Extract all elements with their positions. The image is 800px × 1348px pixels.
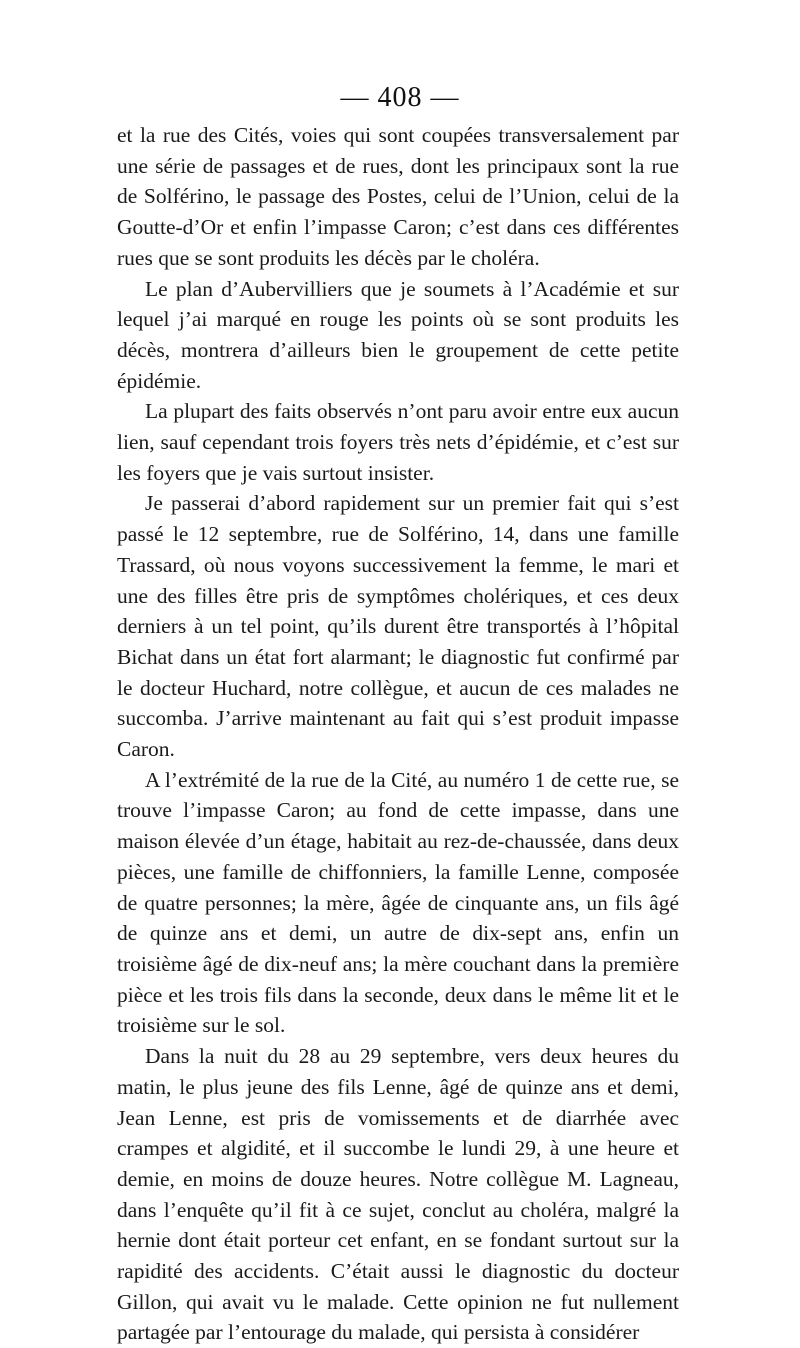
paragraph-2: Le plan d’Aubervilliers que je soumets à l’Académie et sur lequel j’ai marqué en rouge les points où se sont produits les décès, montrera d’ailleurs bien le groupement de cette petite épidémie.: [117, 276, 679, 393]
paragraph-5: A l’extrémité de la rue de la Cité, au numéro 1 de cette rue, se trouve l’impasse Caron; au fond de cette impasse, dans une maison élevée d’un étage, habitait au rez-de-chaussée, dans deux pièces, une famille de chiffonniers, la famille Lenne, composée de quatre personnes; la mère, âgée de cinquante ans, un fils âgé de quinze ans et demi, un autre de dix-sept ans, enfin un troisième âgé de dix-neuf ans; la mère couchant dans la première pièce et les trois fils dans la seconde, deux dans le même lit et le troisième sur le sol.: [117, 767, 679, 1038]
page-number: — 408 —: [340, 82, 460, 113]
paragraph-3: La plupart des faits observés n’ont paru avoir entre eux aucun lien, sauf cependant trois foyers très nets d’épidémie, et c’est sur les foyers que je vais surtout insister.: [117, 399, 679, 485]
paragraph-6: Dans la nuit du 28 au 29 septembre, vers deux heures du matin, le plus jeune des fils Lenne, âgé de quinze ans et demi, Jean Lenne, est pris de vomissements et de diarrhée avec crampes et algidité, et il succombe le lundi 29, à une heure et demie, en moins de douze heures. Notre collègue M. Lagneau, dans l’enquête qu’il fit à ce sujet, conclut au choléra, malgré la hernie dont était porteur cet enfant, en se fondant surtout sur la rapidité des accidents. C’était aussi le diagnostic du docteur Gillon, qui avait vu le malade. Cette opinion ne fut nullement partagée par l’entourage du malade, qui persista à considérer: [117, 1044, 679, 1345]
paragraph-4: Je passerai d’abord rapidement sur un premier fait qui s’est passé le 12 septembre, rue de Solférino, 14, dans une famille Trassard, où nous voyons successivement la femme, le mari et une des filles être pris de symptômes cholériques, et ces deux derniers à un tel point, qu’ils durent être transportés à l’hôpital Bichat dans un état fort alarmant; le diagnostic fut confirmé par le docteur Huchard, notre collègue, et aucun de ces malades ne succomba. J’arrive maintenant au fait qui s’est produit impasse Caron.: [117, 491, 679, 762]
paragraph-1: et la rue des Cités, voies qui sont coupées transversalement par une série de passages et de rues, dont les principaux sont la rue de Solférino, le passage des Postes, celui de l’Union, celui de la Goutte-d’Or et enfin l’impasse Caron; c’est dans ces différentes rues que se sont produits les décès par le choléra.: [117, 123, 679, 270]
body-text: [117, 120, 679, 1348]
